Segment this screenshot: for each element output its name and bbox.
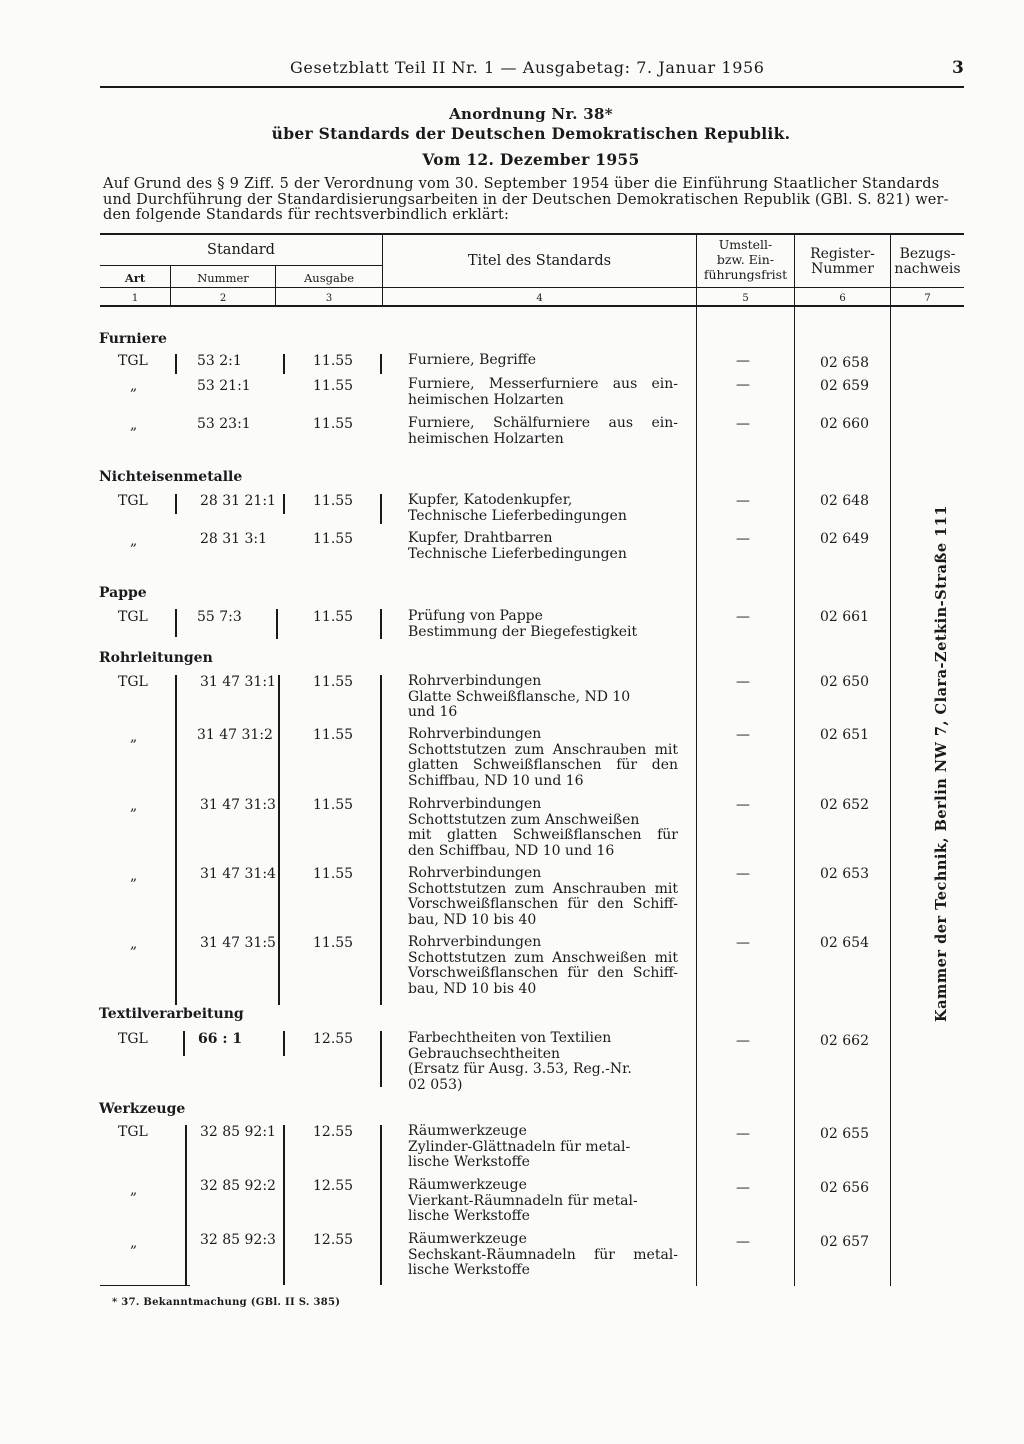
standard-sub-rule xyxy=(100,265,383,266)
row-frist: — xyxy=(736,531,750,547)
row-art: „ xyxy=(130,378,138,394)
row-frist: — xyxy=(736,797,750,813)
row-title: Kupfer, Katodenkupfer, Technische Lieferbedingungen xyxy=(408,492,627,524)
row-bar xyxy=(278,675,280,1005)
row-nummer: 53 2:1 xyxy=(197,353,242,369)
col-number: 5 xyxy=(742,293,749,304)
header-register: Register- Nummer xyxy=(810,246,875,277)
row-art: „ xyxy=(130,1235,138,1251)
col-number: 3 xyxy=(325,293,333,304)
row-bar xyxy=(276,609,278,639)
row-art: „ xyxy=(130,868,138,884)
row-register: 02 650 xyxy=(820,674,869,690)
row-bar xyxy=(183,1031,185,1056)
row-title: Furniere, Begriffe xyxy=(408,352,537,368)
row-frist: — xyxy=(736,1033,750,1049)
header-rule xyxy=(100,86,964,88)
header-umstell: Umstell- bzw. Ein- führungsfrist xyxy=(703,237,788,282)
col-number: 1 xyxy=(131,293,139,304)
row-art: „ xyxy=(130,798,138,814)
row-bar xyxy=(175,494,177,514)
row-ausgabe: 11.55 xyxy=(313,416,354,432)
row-register: 02 658 xyxy=(820,355,869,371)
row-register: 02 653 xyxy=(820,866,869,882)
row-frist: — xyxy=(736,1126,750,1142)
header-art: Art xyxy=(124,271,146,285)
row-title: Rohrverbindungen Schottstutzen zum Anschrauben mit Vorschweißflanschen für den Schiff- bau, ND 10 bis 40 xyxy=(408,865,678,928)
row-ausgabe: 12.55 xyxy=(313,1232,354,1248)
row-art: „ xyxy=(130,729,138,745)
row-frist: — xyxy=(736,416,750,432)
row-nummer: 32 85 92:3 xyxy=(200,1232,276,1248)
row-ausgabe: 11.55 xyxy=(313,531,354,547)
category-heading: Pappe xyxy=(99,585,147,601)
category-heading: Werkzeuge xyxy=(99,1101,186,1117)
row-nummer: 31 47 31:1 xyxy=(200,674,276,690)
ordinance-date: Vom 12. Dezember 1955 xyxy=(422,150,640,169)
row-art: TGL xyxy=(118,493,148,509)
row-art: „ xyxy=(130,1182,138,1198)
row-register: 02 649 xyxy=(820,531,869,547)
row-register: 02 648 xyxy=(820,493,869,509)
header-mid-rule xyxy=(100,287,964,288)
row-register: 02 652 xyxy=(820,797,869,813)
category-heading: Furniere xyxy=(99,331,167,347)
row-title: Furniere, Schälfurniere aus ein- heimischen Holzarten xyxy=(408,415,678,447)
row-nummer: 31 47 31:2 xyxy=(197,727,273,743)
row-bar xyxy=(380,354,382,374)
footnote-rule xyxy=(100,1285,190,1286)
row-register: 02 660 xyxy=(820,416,869,432)
category-heading: Textilverarbeitung xyxy=(99,1006,244,1022)
row-frist: — xyxy=(736,609,750,625)
page-number: 3 xyxy=(952,58,964,78)
row-frist: — xyxy=(736,1234,750,1250)
row-title: Furniere, Messerfurniere aus ein- heimischen Holzarten xyxy=(408,376,678,408)
row-nummer: 55 7:3 xyxy=(197,609,242,625)
table-top-rule xyxy=(100,233,964,235)
row-nummer: 32 85 92:1 xyxy=(200,1124,276,1140)
row-ausgabe: 11.55 xyxy=(313,378,354,394)
row-register: 02 651 xyxy=(820,727,869,743)
row-nummer: 66 : 1 xyxy=(198,1031,243,1047)
col-number: 6 xyxy=(839,293,846,304)
row-bar xyxy=(283,494,285,514)
footnote: * 37. Bekanntmachung (GBl. II S. 385) xyxy=(112,1297,341,1308)
header-standard: Standard xyxy=(207,242,275,258)
row-register: 02 656 xyxy=(820,1180,869,1196)
row-art: TGL xyxy=(118,1031,148,1047)
row-art: TGL xyxy=(118,1124,148,1140)
row-frist: — xyxy=(736,1180,750,1196)
ordinance-subtitle: über Standards der Deutschen Demokratischen Republik. xyxy=(271,124,791,143)
row-register: 02 659 xyxy=(820,378,869,394)
row-title: Rohrverbindungen Schottstutzen zum Anschweißen mit Vorschweißflanschen für den Schiff- bau, ND 10 bis 40 xyxy=(408,934,678,997)
header-ausgabe: Ausgabe xyxy=(304,271,354,285)
row-nummer: 28 31 21:1 xyxy=(200,493,276,509)
row-title: Farbechtheiten von Textilien Gebrauchsechtheiten (Ersatz für Ausg. 3.53, Reg.-Nr. 02 053) xyxy=(408,1030,632,1093)
row-ausgabe: 11.55 xyxy=(313,493,354,509)
row-bar xyxy=(175,609,177,637)
row-title: Räumwerkzeuge Zylinder-Glättnadeln für metal- lische Werkstoffe xyxy=(408,1123,631,1170)
header-titel: Titel des Standards xyxy=(467,253,612,269)
row-bar xyxy=(380,494,382,524)
col-number: 7 xyxy=(924,293,931,304)
row-ausgabe: 11.55 xyxy=(313,353,354,369)
col-divider xyxy=(696,306,697,1286)
col-divider xyxy=(794,306,795,1286)
row-title: Räumwerkzeuge Sechskant-Räumnadeln für metal- lische Werkstoffe xyxy=(408,1231,678,1278)
row-register: 02 662 xyxy=(820,1033,869,1049)
row-frist: — xyxy=(736,727,750,743)
row-bar xyxy=(283,1031,285,1056)
row-frist: — xyxy=(736,377,750,393)
row-ausgabe: 11.55 xyxy=(313,797,354,813)
running-header: Gesetzblatt Teil II Nr. 1 — Ausgabetag: 7. Januar 1956 xyxy=(290,58,765,77)
row-register: 02 655 xyxy=(820,1126,869,1142)
row-nummer: 31 47 31:5 xyxy=(200,935,276,951)
row-bar xyxy=(380,1125,382,1285)
ordinance-title: Anordnung Nr. 38* xyxy=(449,105,613,123)
row-ausgabe: 11.55 xyxy=(313,935,354,951)
row-title: Rohrverbindungen Schottstutzen zum Anschweißen mit glatten Schweißflanschen für den Schiffbau, ND 10 und 16 xyxy=(408,796,678,859)
header-bezug: Bezugs- nachweis xyxy=(894,246,961,277)
row-frist: — xyxy=(736,674,750,690)
row-nummer: 53 21:1 xyxy=(197,378,251,394)
row-title: Prüfung von Pappe Bestimmung der Biegefestigkeit xyxy=(408,608,638,640)
row-ausgabe: 11.55 xyxy=(313,674,354,690)
row-frist: — xyxy=(736,493,750,509)
row-ausgabe: 11.55 xyxy=(313,727,354,743)
row-art: „ xyxy=(130,533,138,549)
row-title: Rohrverbindungen Glatte Schweißflansche, ND 10 und 16 xyxy=(408,673,631,720)
row-bar xyxy=(175,354,177,374)
intro-line: Auf Grund des § 9 Ziff. 5 der Verordnung vom 30. September 1954 über die Einführung Staatlicher Standards xyxy=(103,176,940,192)
col-number: 2 xyxy=(219,293,227,304)
row-ausgabe: 11.55 xyxy=(313,609,354,625)
row-title: Rohrverbindungen Schottstutzen zum Anschrauben mit glatten Schweißflanschen für den Schiffbau, ND 10 und 16 xyxy=(408,726,678,789)
row-bar xyxy=(283,1125,285,1285)
row-art: TGL xyxy=(118,674,148,690)
row-art: „ xyxy=(130,936,138,952)
intro-paragraph xyxy=(103,177,963,224)
row-bar xyxy=(185,1125,187,1285)
row-register: 02 657 xyxy=(820,1234,869,1250)
col-number: 4 xyxy=(536,293,543,304)
row-ausgabe: 12.55 xyxy=(313,1124,354,1140)
row-art: TGL xyxy=(118,609,148,625)
header-nummer: Nummer xyxy=(197,271,249,285)
row-register: 02 654 xyxy=(820,935,869,951)
row-title: Kupfer, Drahtbarren Technische Lieferbedingungen xyxy=(408,530,627,562)
category-heading: Rohrleitungen xyxy=(99,650,213,666)
row-frist: — xyxy=(736,935,750,951)
row-bar xyxy=(175,675,177,1005)
row-art: „ xyxy=(130,417,138,433)
row-frist: — xyxy=(736,866,750,882)
row-nummer: 53 23:1 xyxy=(197,416,251,432)
category-heading: Nichteisenmetalle xyxy=(99,469,243,485)
row-bar xyxy=(380,675,382,1005)
row-bar xyxy=(380,609,382,639)
row-ausgabe: 12.55 xyxy=(313,1031,354,1047)
row-nummer: 28 31 3:1 xyxy=(200,531,268,547)
row-ausgabe: 12.55 xyxy=(313,1178,354,1194)
row-ausgabe: 11.55 xyxy=(313,866,354,882)
row-nummer: 31 47 31:3 xyxy=(200,797,276,813)
side-note: Kammer der Technik, Berlin NW 7, Clara-Zetkin-Straße 111 xyxy=(933,505,950,1022)
intro-line: und Durchführung der Standardisierungsarbeiten in der Deutschen Demokratischen Republik (GBl. S. 821) wer- xyxy=(103,191,949,208)
row-frist: — xyxy=(736,353,750,369)
row-nummer: 32 85 92:2 xyxy=(200,1178,276,1194)
row-register: 02 661 xyxy=(820,609,869,625)
row-bar xyxy=(380,1031,382,1087)
col-divider xyxy=(890,306,891,1286)
row-title: Räumwerkzeuge Vierkant-Räumnadeln für metal- lische Werkstoffe xyxy=(408,1177,638,1224)
row-nummer: 31 47 31:4 xyxy=(200,866,276,882)
intro-line: den folgende Standards für rechtsverbindlich erklärt: xyxy=(103,207,510,223)
row-art: TGL xyxy=(118,353,148,369)
row-bar xyxy=(283,354,285,374)
